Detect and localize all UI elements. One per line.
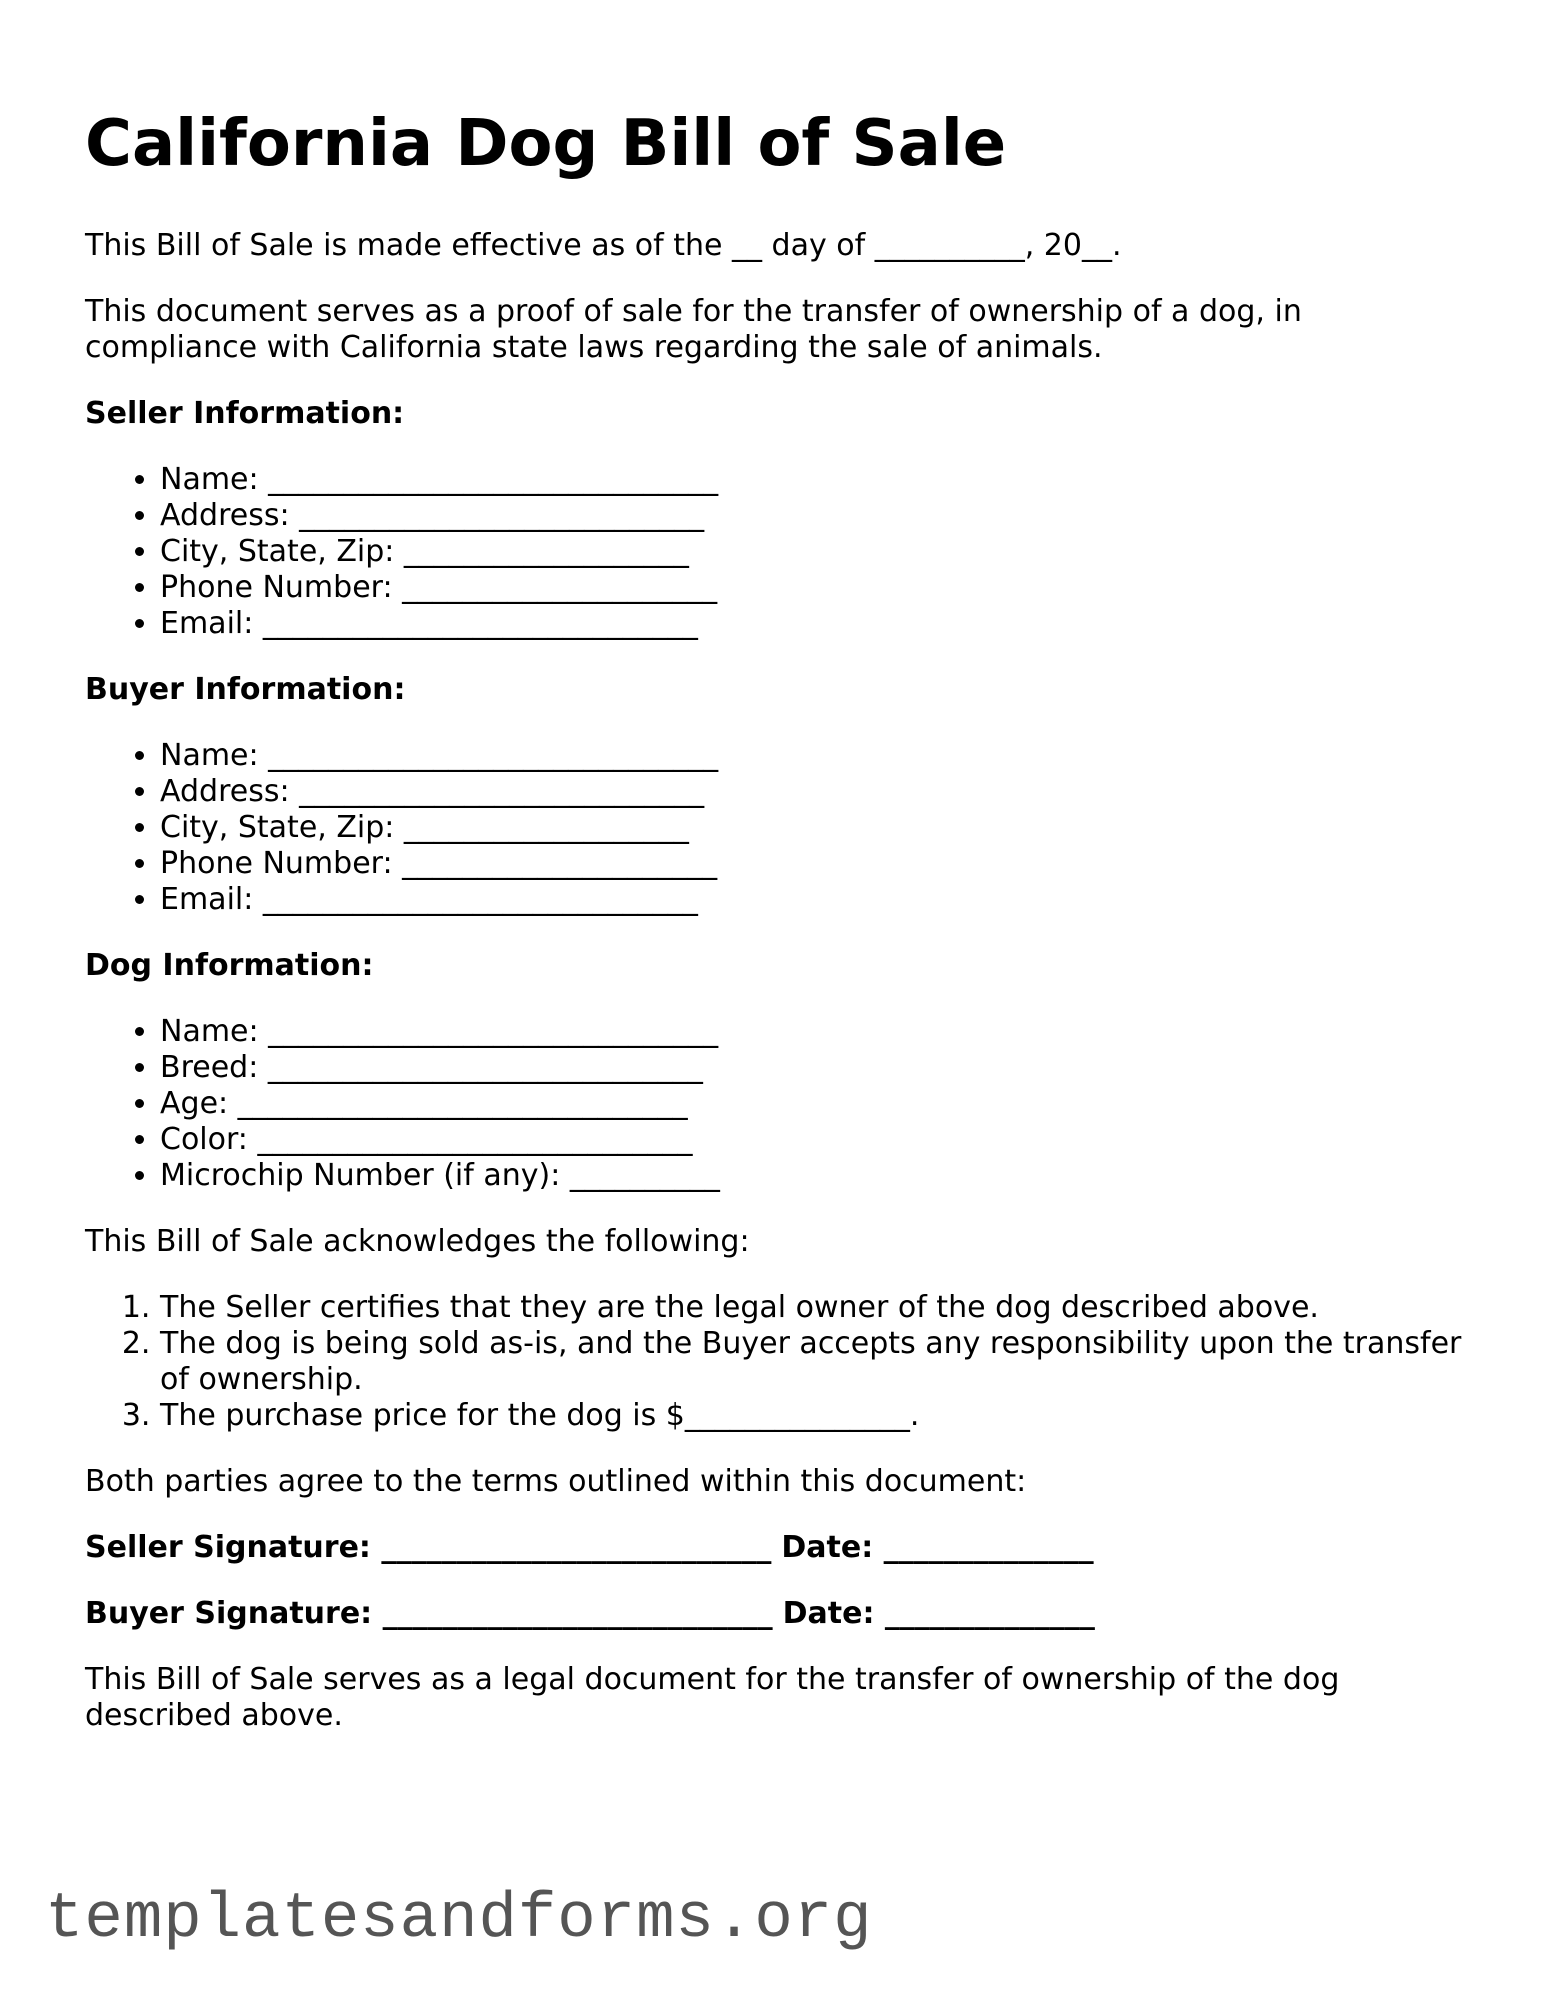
seller-signature-row [85,1530,1465,1566]
document-title: California Dog Bill of Sale [85,107,1007,181]
buyer-name-field: • Name: ______________________________ [160,738,1465,774]
buyer-phone-field: • Phone Number: _____________________ [160,846,1465,882]
acknowledgement-item: 2. The dog is being sold as-is, and the Buyer accepts any responsibility upon the transfer of ownership. [160,1326,1465,1398]
dog-breed-field: • Breed: _____________________________ [160,1050,1465,1086]
seller-phone-field: • Phone Number: _____________________ [160,570,1465,606]
dog-heading: Dog Information: [85,948,374,983]
seller-heading: Seller Information: [85,396,405,431]
buyer-date-line: Date: ______________ [782,1596,1095,1631]
acknowledges-intro: This Bill of Sale acknowledges the following: [85,1224,750,1259]
acknowledgement-item: 3. The purchase price for the dog is $_______________. [160,1398,1465,1434]
site-watermark: templatesandforms.org [45,1884,873,1956]
buyer-signature-line: Buyer Signature: __________________________ [85,1596,773,1631]
dog-color-field: • Color: _____________________________ [160,1122,1465,1158]
seller-fields-list [85,462,1465,642]
acknowledgements-list [85,1290,1465,1434]
buyer-fields-list [85,738,1465,918]
seller-signature-line: Seller Signature: __________________________ [85,1530,772,1565]
seller-address-field: • Address: ___________________________ [160,498,1465,534]
dog-microchip-field: • Microchip Number (if any): __________ [160,1158,1465,1194]
agreement-line: Both parties agree to the terms outlined within this document: [85,1464,1027,1499]
buyer-heading: Buyer Information: [85,672,406,707]
seller-date-line: Date: ______________ [781,1530,1094,1565]
seller-email-field: • Email: _____________________________ [160,606,1465,642]
effective-date-line: This Bill of Sale is made effective as of the __ day of __________, 20__. [85,228,1122,263]
dog-name-field: • Name: ______________________________ [160,1014,1465,1050]
intro-paragraph: This document serves as a proof of sale for the transfer of ownership of a dog, in compliance with California state laws regarding the sale of animals. [85,294,1302,365]
buyer-email-field: • Email: _____________________________ [160,882,1465,918]
buyer-address-field: • Address: ___________________________ [160,774,1465,810]
seller-city-state-zip-field: • City, State, Zip: ___________________ [160,534,1465,570]
seller-name-field: • Name: ______________________________ [160,462,1465,498]
acknowledgement-item: 1. The Seller certifies that they are the legal owner of the dog described above. [160,1290,1465,1326]
buyer-signature-row [85,1596,1465,1632]
buyer-city-state-zip-field: • City, State, Zip: ___________________ [160,810,1465,846]
document-page [85,104,1465,1764]
dog-age-field: • Age: ______________________________ [160,1086,1465,1122]
closing-paragraph: This Bill of Sale serves as a legal document for the transfer of ownership of the dog described above. [85,1662,1340,1733]
dog-fields-list [85,1014,1465,1194]
